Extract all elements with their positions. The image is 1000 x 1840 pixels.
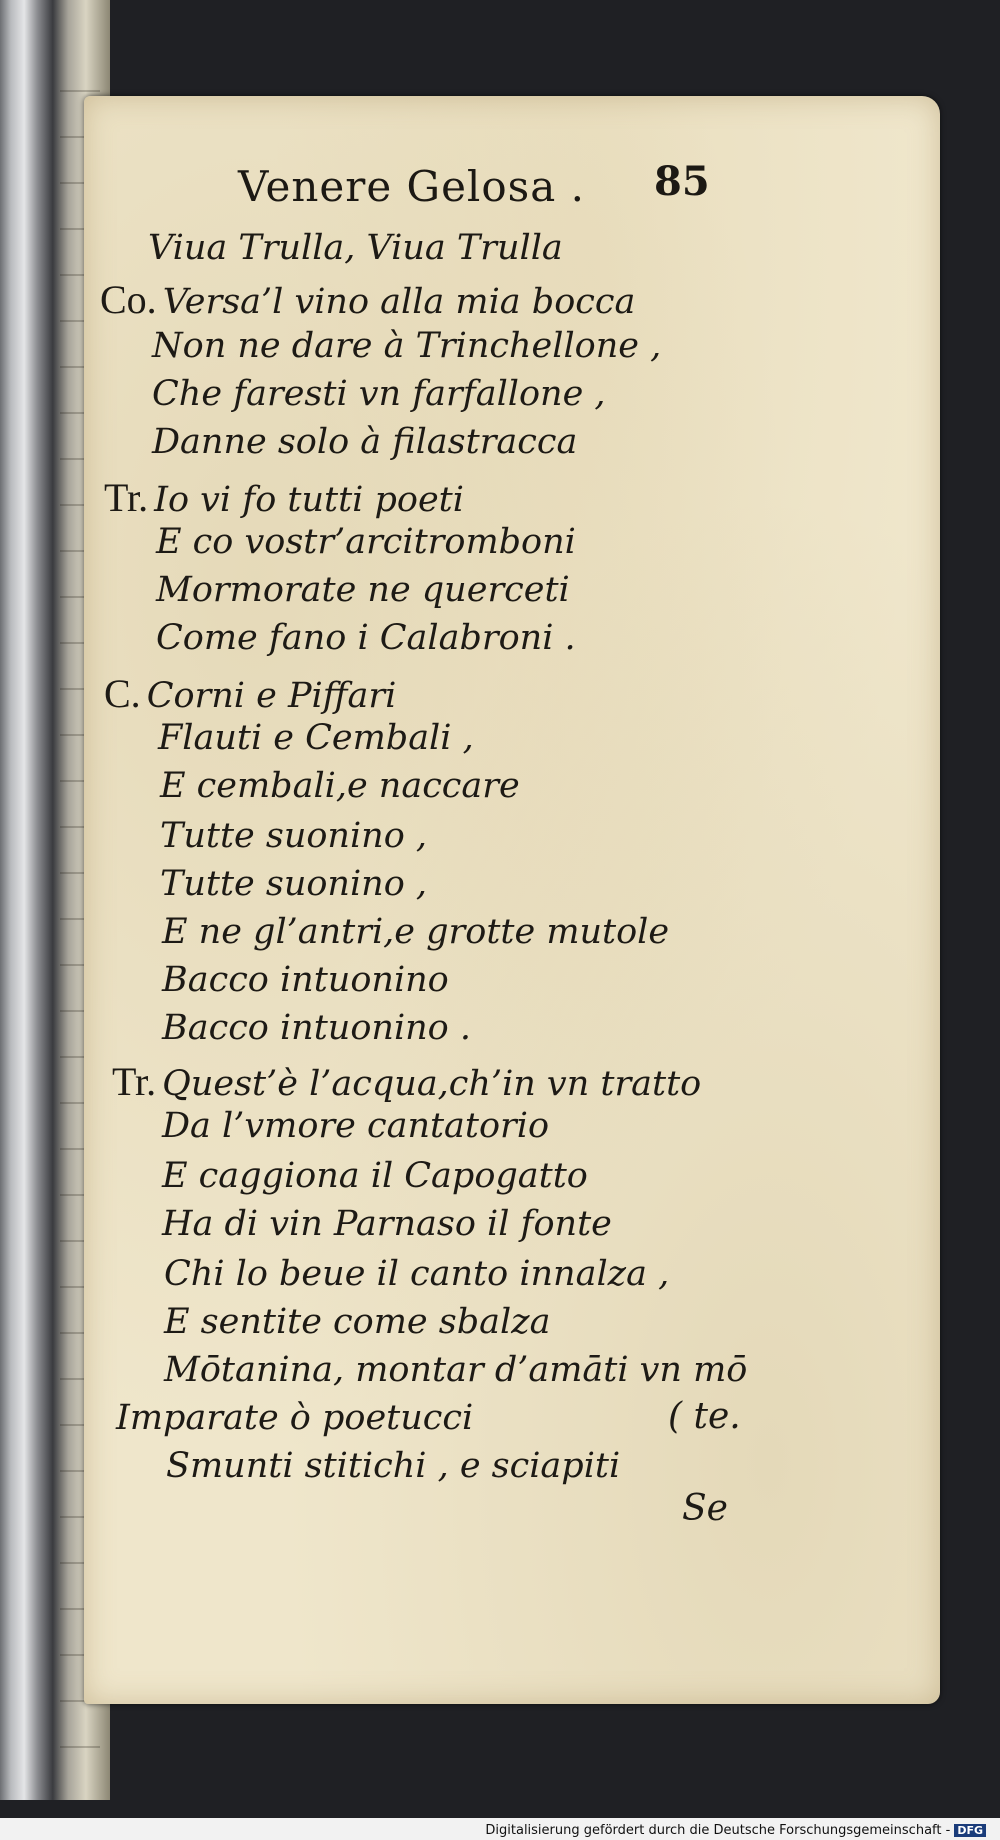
verse-line-text: Da l’vmore cantatorio (162, 1106, 550, 1146)
verse-line (164, 1350, 747, 1390)
verse-line (158, 718, 474, 758)
verse-line-text: Come fano i Calabroni . (156, 618, 576, 658)
digitization-credit (485, 1823, 986, 1838)
verse-line-text: Non ne dare à Trinchellone , (152, 326, 662, 366)
verse-line-text: Smunti stitichi , e sciapiti (166, 1446, 621, 1486)
speaker-label: Tr. (104, 475, 149, 520)
turnover-continuation: ( te. (668, 1396, 741, 1437)
speaker-label: Tr. (112, 1059, 157, 1104)
verse-line-text: Mormorate ne querceti (156, 570, 570, 610)
verse-line-text: E co vostr’arcitromboni (156, 522, 576, 562)
digitization-credit-text: Digitalisierung gefördert durch die Deutsche Forschungsgemeinschaft - (485, 1823, 951, 1838)
verse-line-text: Mōtanina, montar d’amāti vn mō (164, 1350, 748, 1390)
verse-line-text: Chi lo beue il canto innalza , (164, 1254, 670, 1294)
verse-line (156, 522, 576, 562)
verse-line-text: Danne solo à filastracca (152, 422, 578, 462)
verse-line (160, 864, 427, 904)
verse-line-text: Versa’l vino alla mia bocca (162, 282, 636, 322)
verse-line (148, 228, 563, 268)
verse-line (162, 1008, 471, 1048)
footer-bar (0, 1818, 1000, 1840)
verse-line-text: Bacco intuonino . (162, 1008, 472, 1048)
verse-line (152, 422, 577, 462)
catchword: Se (682, 1488, 728, 1529)
verse-line (160, 816, 427, 856)
verse-line (152, 326, 661, 366)
speaker-label: Co. (100, 277, 157, 322)
verse-line-text: Flauti e Cembali , (158, 718, 474, 758)
verse-line (112, 1058, 701, 1105)
verse-line-text: E caggiona il Capogatto (162, 1156, 588, 1196)
verse-line-text: Io vi fo tutti poeti (154, 480, 464, 520)
verse-line (164, 1254, 669, 1294)
verse-line (156, 618, 576, 658)
verse-line (104, 474, 464, 521)
verse-line (156, 570, 570, 610)
verse-line-text: Tutte suonino , (160, 864, 428, 904)
verse-line-text: Tutte suonino , (160, 816, 428, 856)
speaker-label: C. (104, 671, 141, 716)
verse-line-text: E cembali,e naccare (160, 766, 520, 806)
verse-line (160, 766, 520, 806)
verse-line (162, 1156, 588, 1196)
verse-line (162, 960, 449, 1000)
verse-line-text: E ne gl’antri,e grotte mutole (162, 912, 670, 952)
verse-line (164, 1302, 551, 1342)
verse-line (104, 670, 396, 717)
verse-line (166, 1446, 620, 1486)
verse-line-text: E sentite come sbalza (164, 1302, 551, 1342)
page-number: 85 (654, 158, 710, 205)
verse-line (100, 276, 635, 323)
verse-line (162, 912, 669, 952)
verse-line (162, 1106, 549, 1146)
verse-line (162, 1204, 612, 1244)
verse-line-text: Quest’è l’acqua,ch’in vn tratto (162, 1064, 702, 1104)
verse-line-text: Imparate ò poetucci (116, 1398, 474, 1438)
dfg-logo: DFG (954, 1824, 986, 1837)
verse-line-text: Bacco intuonino (162, 960, 449, 1000)
verse-line (116, 1398, 473, 1438)
verse-line (152, 374, 606, 414)
verse-line-text: Che faresti vn farfallone , (152, 374, 606, 414)
verse-line-text: Viua Trulla, Viua Trulla (148, 228, 563, 268)
verse-line-text: Ha di vin Parnaso il fonte (162, 1204, 612, 1244)
running-head: Venere Gelosa . (238, 162, 585, 211)
verse-line-text: Corni e Piffari (146, 676, 397, 716)
